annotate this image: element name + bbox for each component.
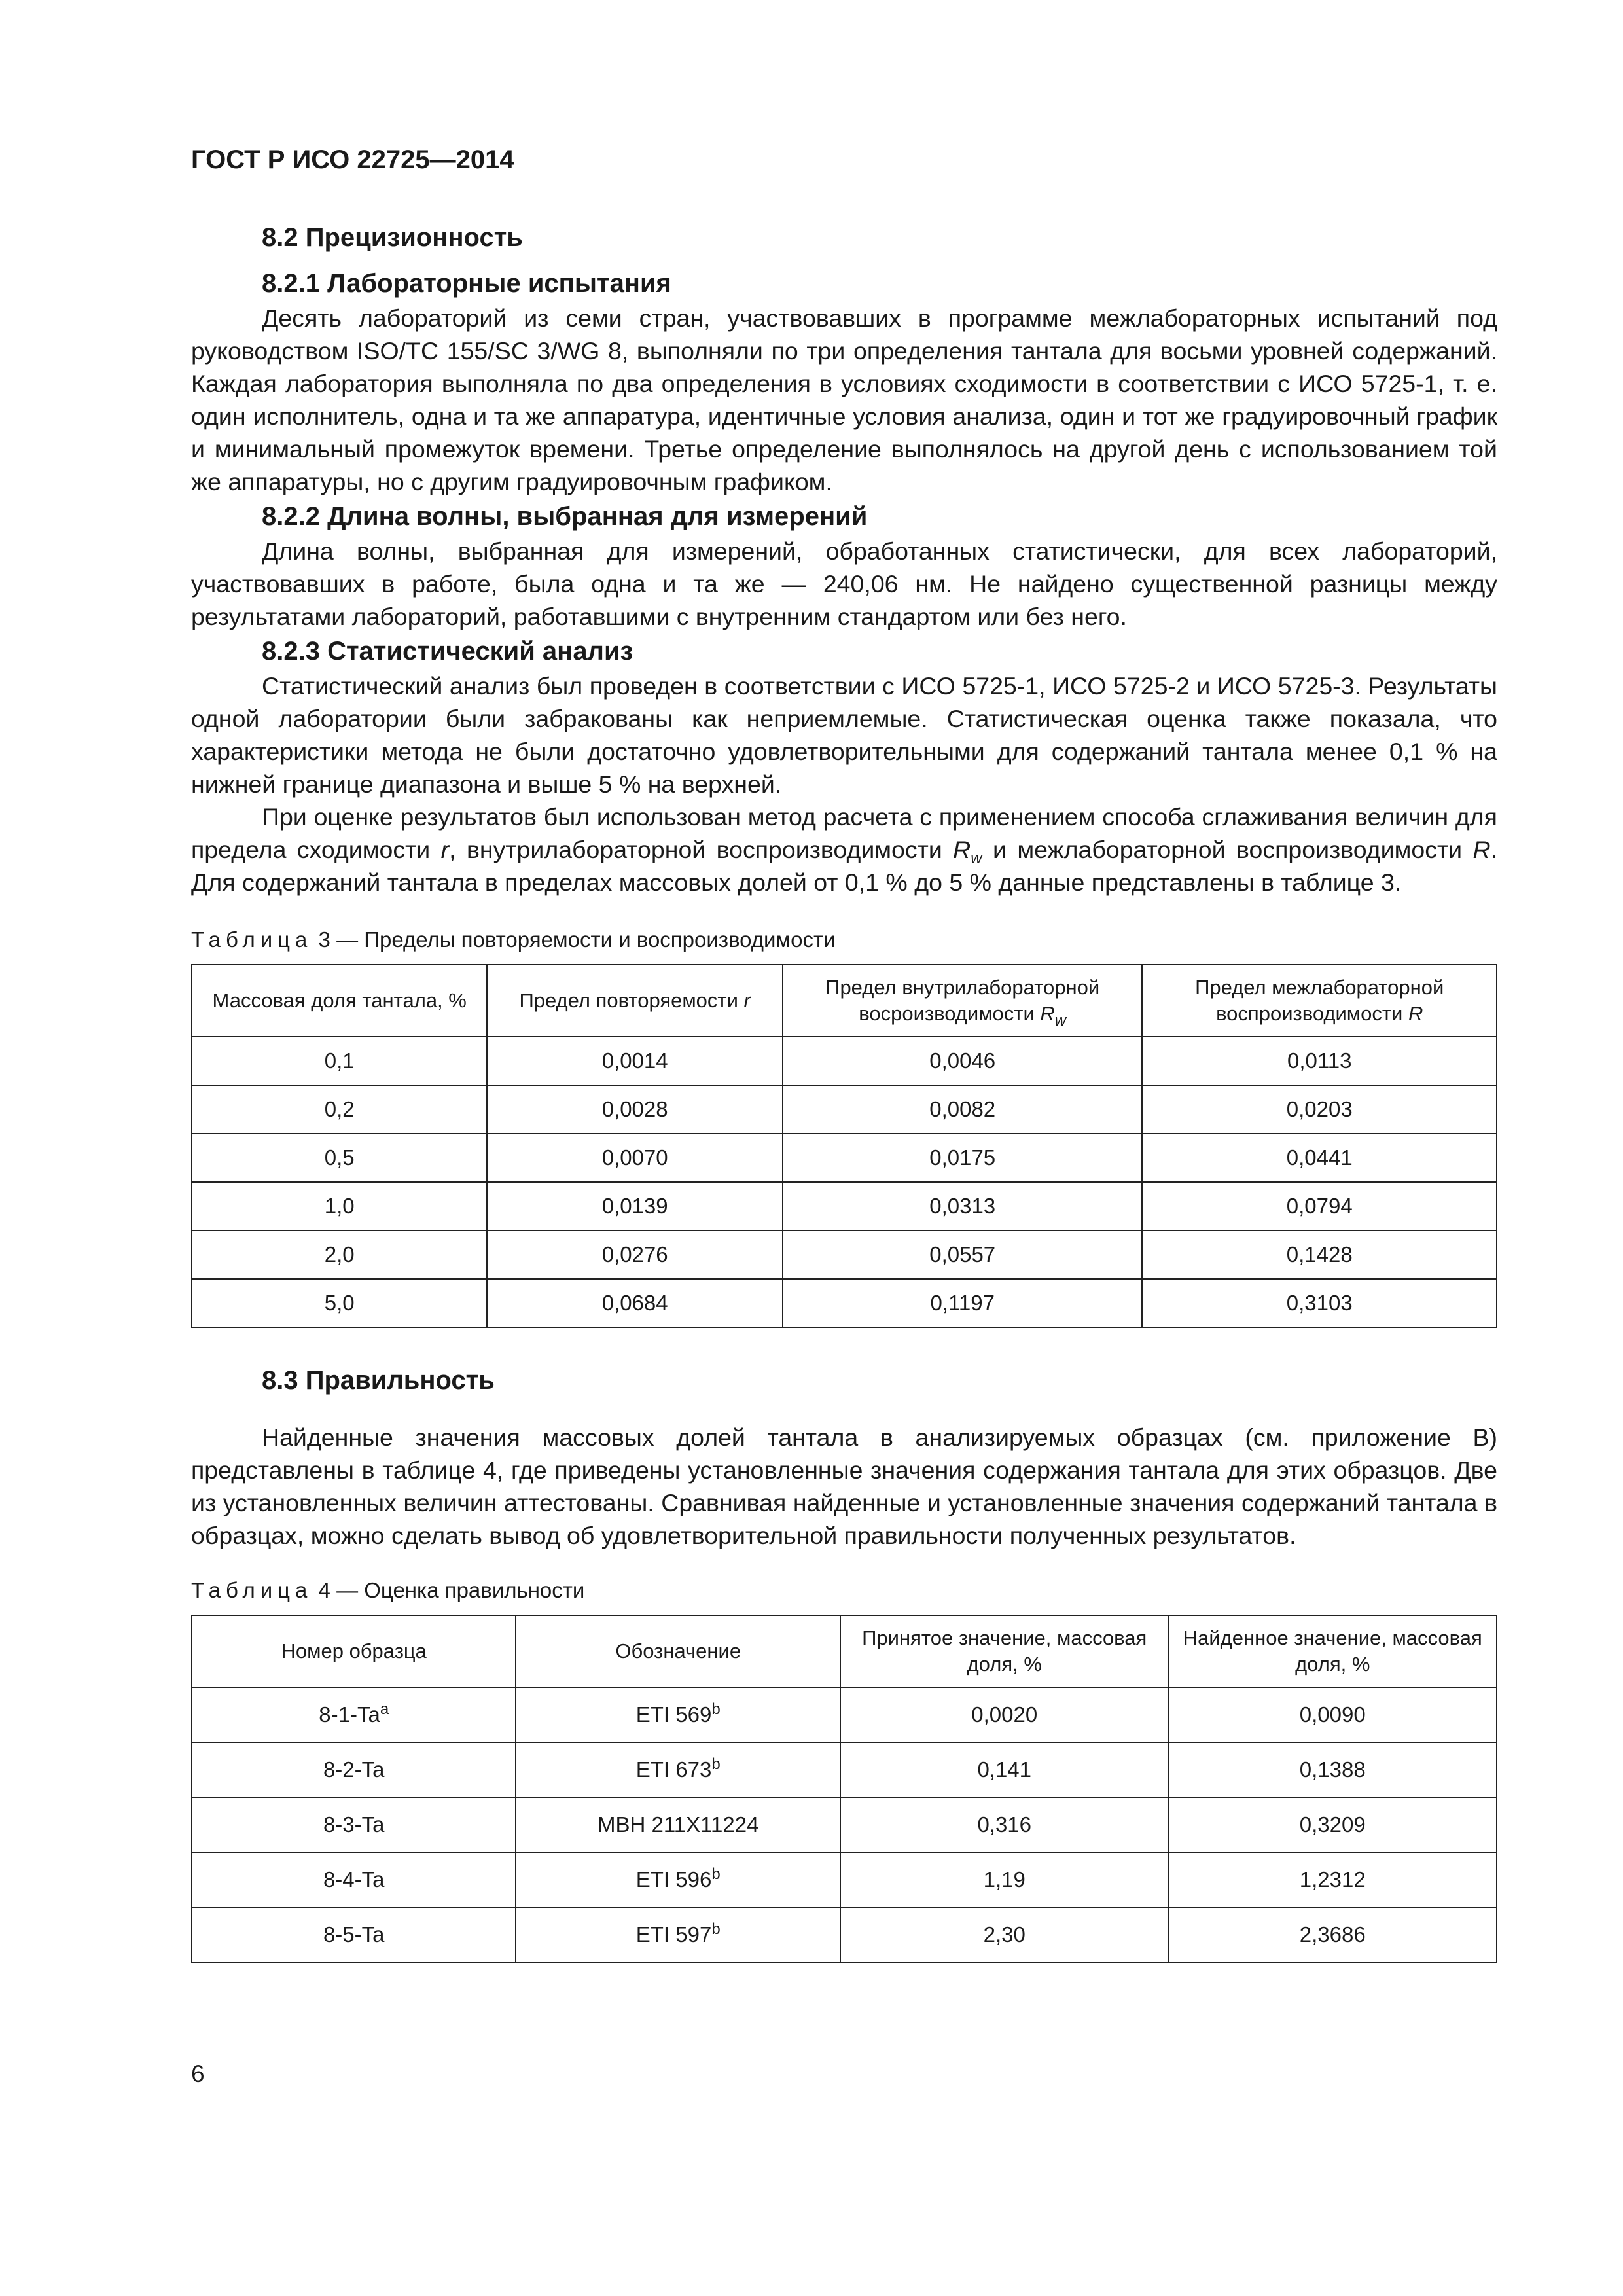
footnote-marker: b — [711, 1920, 721, 1938]
table-cell: MBH 211X11224 — [516, 1797, 840, 1852]
table-cell: 0,2 — [192, 1085, 487, 1134]
table-cell: 0,0070 — [487, 1134, 783, 1182]
table-cell: 0,141 — [840, 1742, 1168, 1797]
document-body — [191, 219, 1497, 1963]
table-row — [192, 1230, 1497, 1279]
table-row — [192, 1279, 1497, 1327]
paragraph-8-2-1: Десять лабораторий из семи стран, участвовавших в программе межлабораторных испытаний под руководством ISO/TC 155/SC 3/WG 8, выполняли по три определения тантала для восьми уровней содержаний. Каждая лаборатория выполняла по два определения в условиях сходимости в соответствии с ИСО 5725-1, т. е. один исполнитель, одна и та же аппаратура, идентичные условия анализа, один и тот же градуировочный график и минимальный промежуток времени. Третье определение выполнялось на другой день с использованием той же аппаратуры, но с другим градуировочным графиком. — [191, 304, 1497, 495]
table-cell: 0,1428 — [1142, 1230, 1497, 1279]
table-cell: 0,0684 — [487, 1279, 783, 1327]
table-cell: 0,1197 — [783, 1279, 1143, 1327]
table-cell: 8-3-Ta — [192, 1797, 516, 1852]
table-cell: 0,5 — [192, 1134, 487, 1182]
paragraph-8-2-3-a: Статистический анализ был проведен в соответствии с ИСО 5725-1, ИСО 5725-2 и ИСО 5725-3. Результаты одной лаборатории были забракованы как неприемлемые. Статистическая оценка также показала, что характеристики метода не были достаточно удовлетворительными для содержаний тантала менее 0,1 % на нижней границе диапазона и выше 5 % на верхней. — [191, 672, 1497, 798]
table4-header-cell: Принятое значение, массовая доля, % — [840, 1615, 1168, 1687]
table-cell: 2,30 — [840, 1907, 1168, 1962]
section-heading-8-3: 8.3 Правильность — [262, 1366, 495, 1395]
table-cell: 5,0 — [192, 1279, 487, 1327]
table3-header-cell: Массовая доля тантала, % — [192, 965, 487, 1037]
footnote-marker: a — [380, 1700, 389, 1718]
table-cell: 1,0 — [192, 1182, 487, 1230]
table-cell: 2,3686 — [1168, 1907, 1497, 1962]
table-cell: 1,2312 — [1168, 1852, 1497, 1907]
table-cell: 0,0020 — [840, 1687, 1168, 1742]
table-cell: 0,0113 — [1142, 1037, 1497, 1085]
table-row — [192, 1797, 1497, 1852]
table-cell: 0,0090 — [1168, 1687, 1497, 1742]
table-row — [192, 1134, 1497, 1182]
standard-code: ГОСТ Р ИСО 22725—2014 — [191, 145, 514, 174]
table3-header-cell: Предел внутрилабораторной восроизводимости $R_w$ — [783, 965, 1143, 1037]
table-row — [192, 1907, 1497, 1962]
footnote-marker: b — [711, 1865, 721, 1883]
table3-header-cell: Предел повторяемости r — [487, 965, 783, 1037]
table-cell: 8-5-Ta — [192, 1907, 516, 1962]
table-cell: 1,19 — [840, 1852, 1168, 1907]
table-cell: 0,0175 — [783, 1134, 1143, 1182]
table4-header-cell: Обозначение — [516, 1615, 840, 1687]
table-cell: ETI 596$^b$ — [516, 1852, 840, 1907]
table-cell: 8-2-Ta — [192, 1742, 516, 1797]
table-cell: 0,0082 — [783, 1085, 1143, 1134]
table-cell: ETI 597$^b$ — [516, 1907, 840, 1962]
table3-caption: Таблица 3 — Пределы повторяемости и воспроизводимости — [191, 927, 836, 952]
table3-header-row — [192, 965, 1497, 1037]
table-row — [192, 1742, 1497, 1797]
table3-header-cell: Предел межлабораторной воспроизводимости R — [1142, 965, 1497, 1037]
table-cell: 0,3103 — [1142, 1279, 1497, 1327]
table-cell: 0,316 — [840, 1797, 1168, 1852]
footnote-marker: b — [711, 1755, 721, 1773]
subsection-heading-8-2-1: 8.2.1 Лабораторные испытания — [262, 269, 671, 298]
table-cell: 0,0139 — [487, 1182, 783, 1230]
table3-precision — [191, 964, 1497, 1328]
table-cell: 0,0276 — [487, 1230, 783, 1279]
table-cell: 0,0313 — [783, 1182, 1143, 1230]
table-cell: 0,0203 — [1142, 1085, 1497, 1134]
paragraph-8-3: Найденные значения массовых долей тантала в анализируемых образцах (см. приложение В) представлены в таблице 4, где приведены установленные значения содержания тантала для этих образцов. Две из установленных величин аттестованы. Сравнивая найденные и установленные значения содержаний тантала в образцах, можно сделать вывод об удовлетворительной правильности полученных результатов. — [191, 1424, 1497, 1549]
table-row — [192, 1037, 1497, 1085]
table-cell: 0,0014 — [487, 1037, 783, 1085]
table-cell: 0,0028 — [487, 1085, 783, 1134]
table-cell: 0,0794 — [1142, 1182, 1497, 1230]
table4-caption: Таблица 4 — Оценка правильности — [191, 1578, 585, 1602]
table-cell: ETI 673$^b$ — [516, 1742, 840, 1797]
table-cell: 0,1 — [192, 1037, 487, 1085]
table4-trueness — [191, 1615, 1497, 1963]
table-row — [192, 1852, 1497, 1907]
table-cell: 0,1388 — [1168, 1742, 1497, 1797]
footnote-marker: b — [711, 1700, 721, 1718]
table-cell: 0,0441 — [1142, 1134, 1497, 1182]
table-row — [192, 1182, 1497, 1230]
table3-body — [192, 1037, 1497, 1327]
paragraph-8-2-2: Длина волны, выбранная для измерений, обработанных статистически, для всех лабораторий, участвовавших в работе, была одна и та же — 240,06 нм. Не найдено существенной разницы между результатами лабораторий, работавшими с внутренним стандартом или без него. — [191, 537, 1497, 630]
table-row — [192, 1085, 1497, 1134]
subsection-heading-8-2-3: 8.2.3 Статистический анализ — [262, 637, 633, 666]
table4-header-cell: Номер образца — [192, 1615, 516, 1687]
table-cell: 0,0046 — [783, 1037, 1143, 1085]
table-cell: 0,0557 — [783, 1230, 1143, 1279]
subsection-heading-8-2-2: 8.2.2 Длина волны, выбранная для измерений — [262, 502, 868, 531]
paragraph-8-2-3-b: При оценке результатов был использован метод расчета с применением способа сглаживания величин для предела сходимости r, внутрилабораторной воспроизводимости $R_w$ и межлабораторной воспроизводимости R. Для содержаний тантала в пределах массовых долей от 0,1 % до 5 % данные представлены в таблице 3. — [191, 803, 1497, 896]
table-cell: 0,3209 — [1168, 1797, 1497, 1852]
table-row — [192, 1687, 1497, 1742]
section-heading-8-2: 8.2 Прецизионность — [262, 223, 523, 252]
table4-body — [192, 1687, 1497, 1962]
table4-header-row — [192, 1615, 1497, 1687]
table-cell: 8-4-Ta — [192, 1852, 516, 1907]
page-number: 6 — [191, 2060, 205, 2087]
table4-header-cell: Найденное значение, массовая доля, % — [1168, 1615, 1497, 1687]
table-cell: ETI 569$^b$ — [516, 1687, 840, 1742]
table-cell: 8-1-Ta$^a$ — [192, 1687, 516, 1742]
table-cell: 2,0 — [192, 1230, 487, 1279]
